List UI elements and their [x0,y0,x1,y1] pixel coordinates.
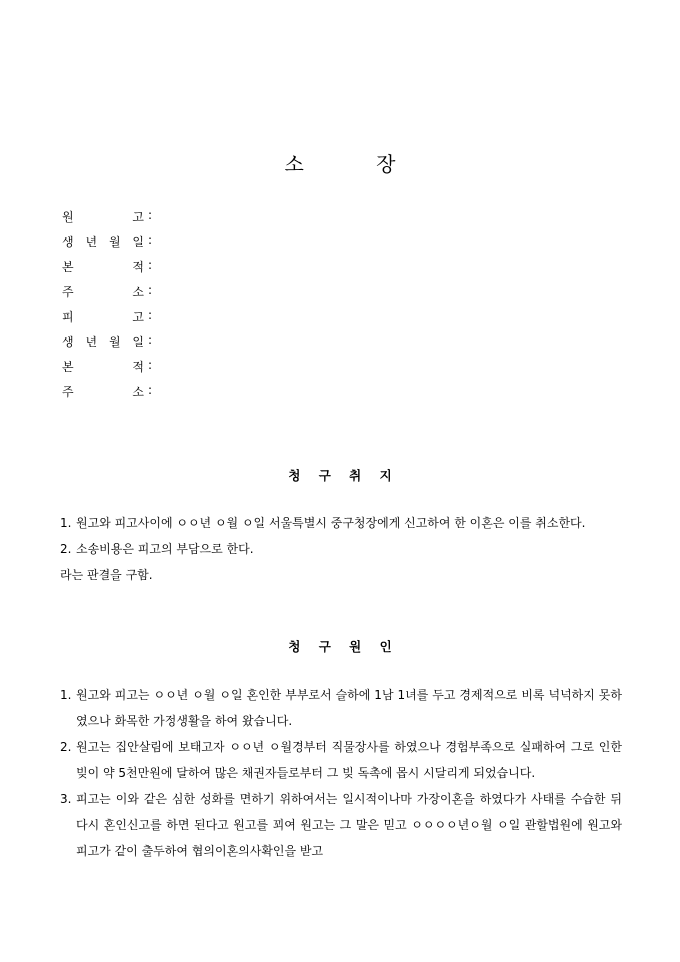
party-label-char: 소 [132,285,144,299]
party-label-char: 피 [62,310,74,324]
party-colon: : [148,208,153,222]
claim-cause-item [60,734,622,786]
claim-cause-item [60,786,622,864]
party-colon: : [148,358,153,372]
party-label-char: 적 [132,360,144,374]
item-text: 원고와 피고사이에 ㅇㅇ년 ㅇ월 ㅇ일 서울특별시 중구청장에게 신고하여 한 이혼은 이를 취소한다. [76,516,586,530]
party-colon: : [148,333,153,347]
party-row-defendant-birthdate [62,333,152,358]
party-row-plaintiff-address [62,283,152,308]
party-row-plaintiff [62,208,152,233]
party-label-char: 일 [132,335,144,349]
party-label [62,358,144,375]
item-text: 원고는 집안살림에 보태고자 ㅇㅇ년 ㅇ월경부터 직물장사를 하였으나 경험부족으로 실패하여 그로 인한 빚이 약 5천만원에 달하여 많은 채권자들로부터 그 빚 독촉에 몹시 시달리게 되었습니다. [76,740,622,780]
party-label [62,308,144,325]
item-number: 1. [60,516,72,530]
party-row-defendant [62,308,152,333]
party-label [62,208,144,225]
party-label-char: 고 [132,310,144,324]
party-info-list [62,208,152,408]
document-title: 소 장 [284,152,396,176]
party-label-char: 본 [62,260,74,274]
claim-cause-item [60,682,622,734]
item-text: 원고와 피고는 ㅇㅇ년 ㅇ월 ㅇ일 혼인한 부부로서 슬하에 1남 1녀를 두고 경제적으로 비록 넉넉하지 못하였으나 화목한 가정생활을 하여 왔습니다. [76,688,622,728]
party-label [62,258,144,275]
party-label [62,233,144,250]
party-label-char: 소 [132,385,144,399]
party-label-char: 적 [132,260,144,274]
party-label-char: 년 [85,235,98,249]
claim-cause-list [60,682,622,864]
party-label-char: 주 [62,385,74,399]
item-text: 소송비용은 피고의 부담으로 한다. [76,542,254,556]
claim-purpose-closing: 라는 판결을 구함. [60,568,153,582]
item-number: 2. [60,740,72,754]
party-colon: : [148,383,153,397]
claim-purpose-item [60,536,622,562]
party-row-plaintiff-birthdate [62,233,152,258]
claim-purpose-heading: 청 구 취 지 [288,468,392,483]
claim-purpose-list [60,510,622,588]
party-row-defendant-domicile [62,358,152,383]
party-label-char: 주 [62,285,74,299]
item-number: 3. [60,792,72,806]
claim-purpose-item [60,510,622,536]
party-label [62,383,144,400]
party-label-char: 생 [62,235,74,249]
party-label-char: 일 [132,235,144,249]
party-label-char: 월 [108,235,121,249]
party-colon: : [148,258,153,272]
item-number: 2. [60,542,72,556]
party-label-char: 본 [62,360,74,374]
party-label-char: 고 [132,210,144,224]
party-label-char: 월 [108,335,121,349]
party-row-defendant-address [62,383,152,408]
claim-cause-heading: 청 구 원 인 [288,639,392,654]
party-label-char: 원 [62,210,74,224]
party-colon: : [148,283,153,297]
party-colon: : [148,308,153,322]
party-label-char: 생 [62,335,74,349]
item-text: 피고는 이와 같은 심한 성화를 면하기 위하여서는 일시적이나마 가장이혼을 하였다가 사태를 수습한 뒤 다시 혼인신고를 하면 된다고 원고를 꾀여 원고는 그 말은 믿고 ㅇㅇㅇㅇ년ㅇ월 ㅇ일 관할법원에 원고와 피고가 같이 출두하여 협의이혼의사확인을 받고 [76,792,622,858]
party-label-char: 년 [85,335,98,349]
party-label [62,283,144,300]
party-colon: : [148,233,153,247]
item-number: 1. [60,688,72,702]
party-row-plaintiff-domicile [62,258,152,283]
party-label [62,333,144,350]
